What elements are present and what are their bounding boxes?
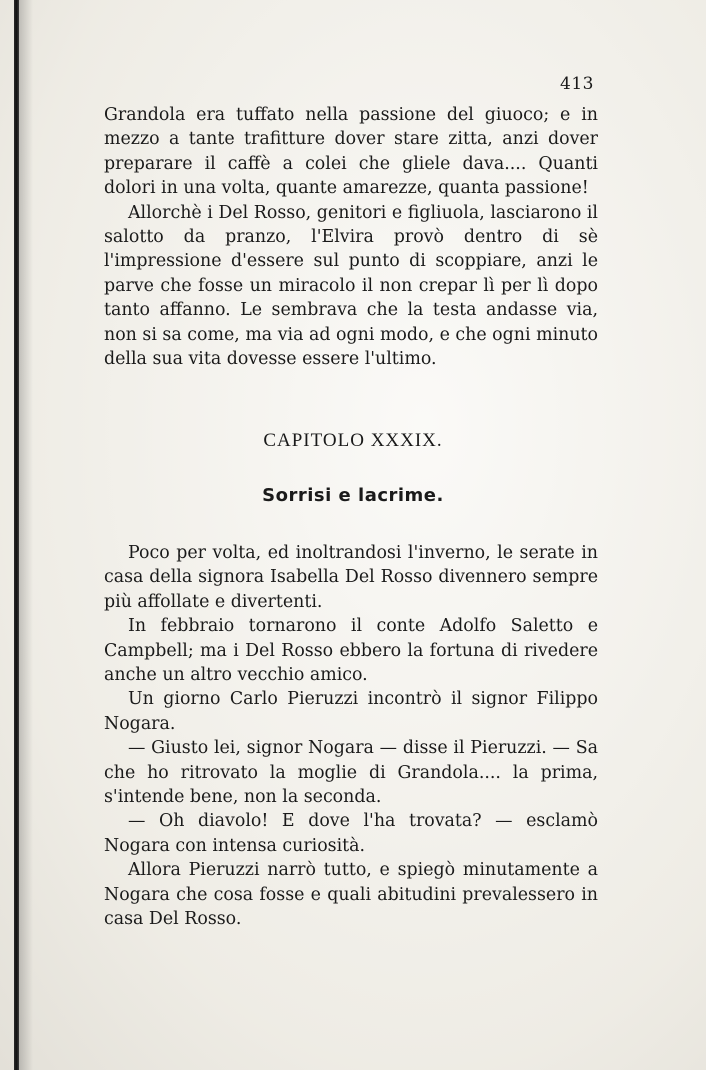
page-number: 413 [560,74,594,94]
chapter-heading: CAPITOLO XXXIX. [263,430,443,451]
paragraph: — Giusto lei, signor Nogara — disse il Pieruzzi. — Sa che ho ritrovato la moglie di Grandola.... la prima, s'intende bene, non la seconda. [104,738,598,808]
text-block-before-chapter [104,103,598,371]
chapter-subtitle: Sorrisi e lacrime. [262,485,444,506]
paragraph: Grandola era tuffato nella passione del giuoco; e in mezzo a tante trafitture dover stare zitta, anzi dover preparare il caffè a colei che gliele dava.... Quanti dolori in una volta, quante amarezze, quanta passione! [104,105,598,199]
paragraph: Allorchè i Del Rosso, genitori e figliuola, lasciarono il salotto da pranzo, l'Elvira provò dentro di sè l'impressione d'essere sul punto di scoppiare, anzi le parve che fosse un miracolo il non crepar lì per lì dopo tanto affanno. Le sembrava che la testa andasse via, non si sa come, ma via ad ogni modo, e che ogni minuto della sua vita dovesse essere l'ultimo. [104,202,598,370]
text-block-after-chapter [104,541,598,932]
paragraph: In febbraio tornarono il conte Adolfo Saletto e Campbell; ma i Del Rosso ebbero la fortuna di rivedere anche un altro vecchio amico. [104,616,598,686]
paragraph: Un giorno Carlo Pieruzzi incontrò il signor Filippo Nogara. [104,689,598,734]
paragraph: Allora Pieruzzi narrò tutto, e spiegò minutamente a Nogara che cosa fosse e quali abitudini prevalessero in casa Del Rosso. [104,860,598,930]
binding-shadow [19,0,33,1070]
paragraph: Poco per volta, ed inoltrandosi l'inverno, le serate in casa della signora Isabella Del Rosso divennero sempre più affollate e divertenti. [104,543,598,612]
paragraph: — Oh diavolo! E dove l'ha trovata? — esclamò Nogara con intensa curiosità. [104,811,598,856]
